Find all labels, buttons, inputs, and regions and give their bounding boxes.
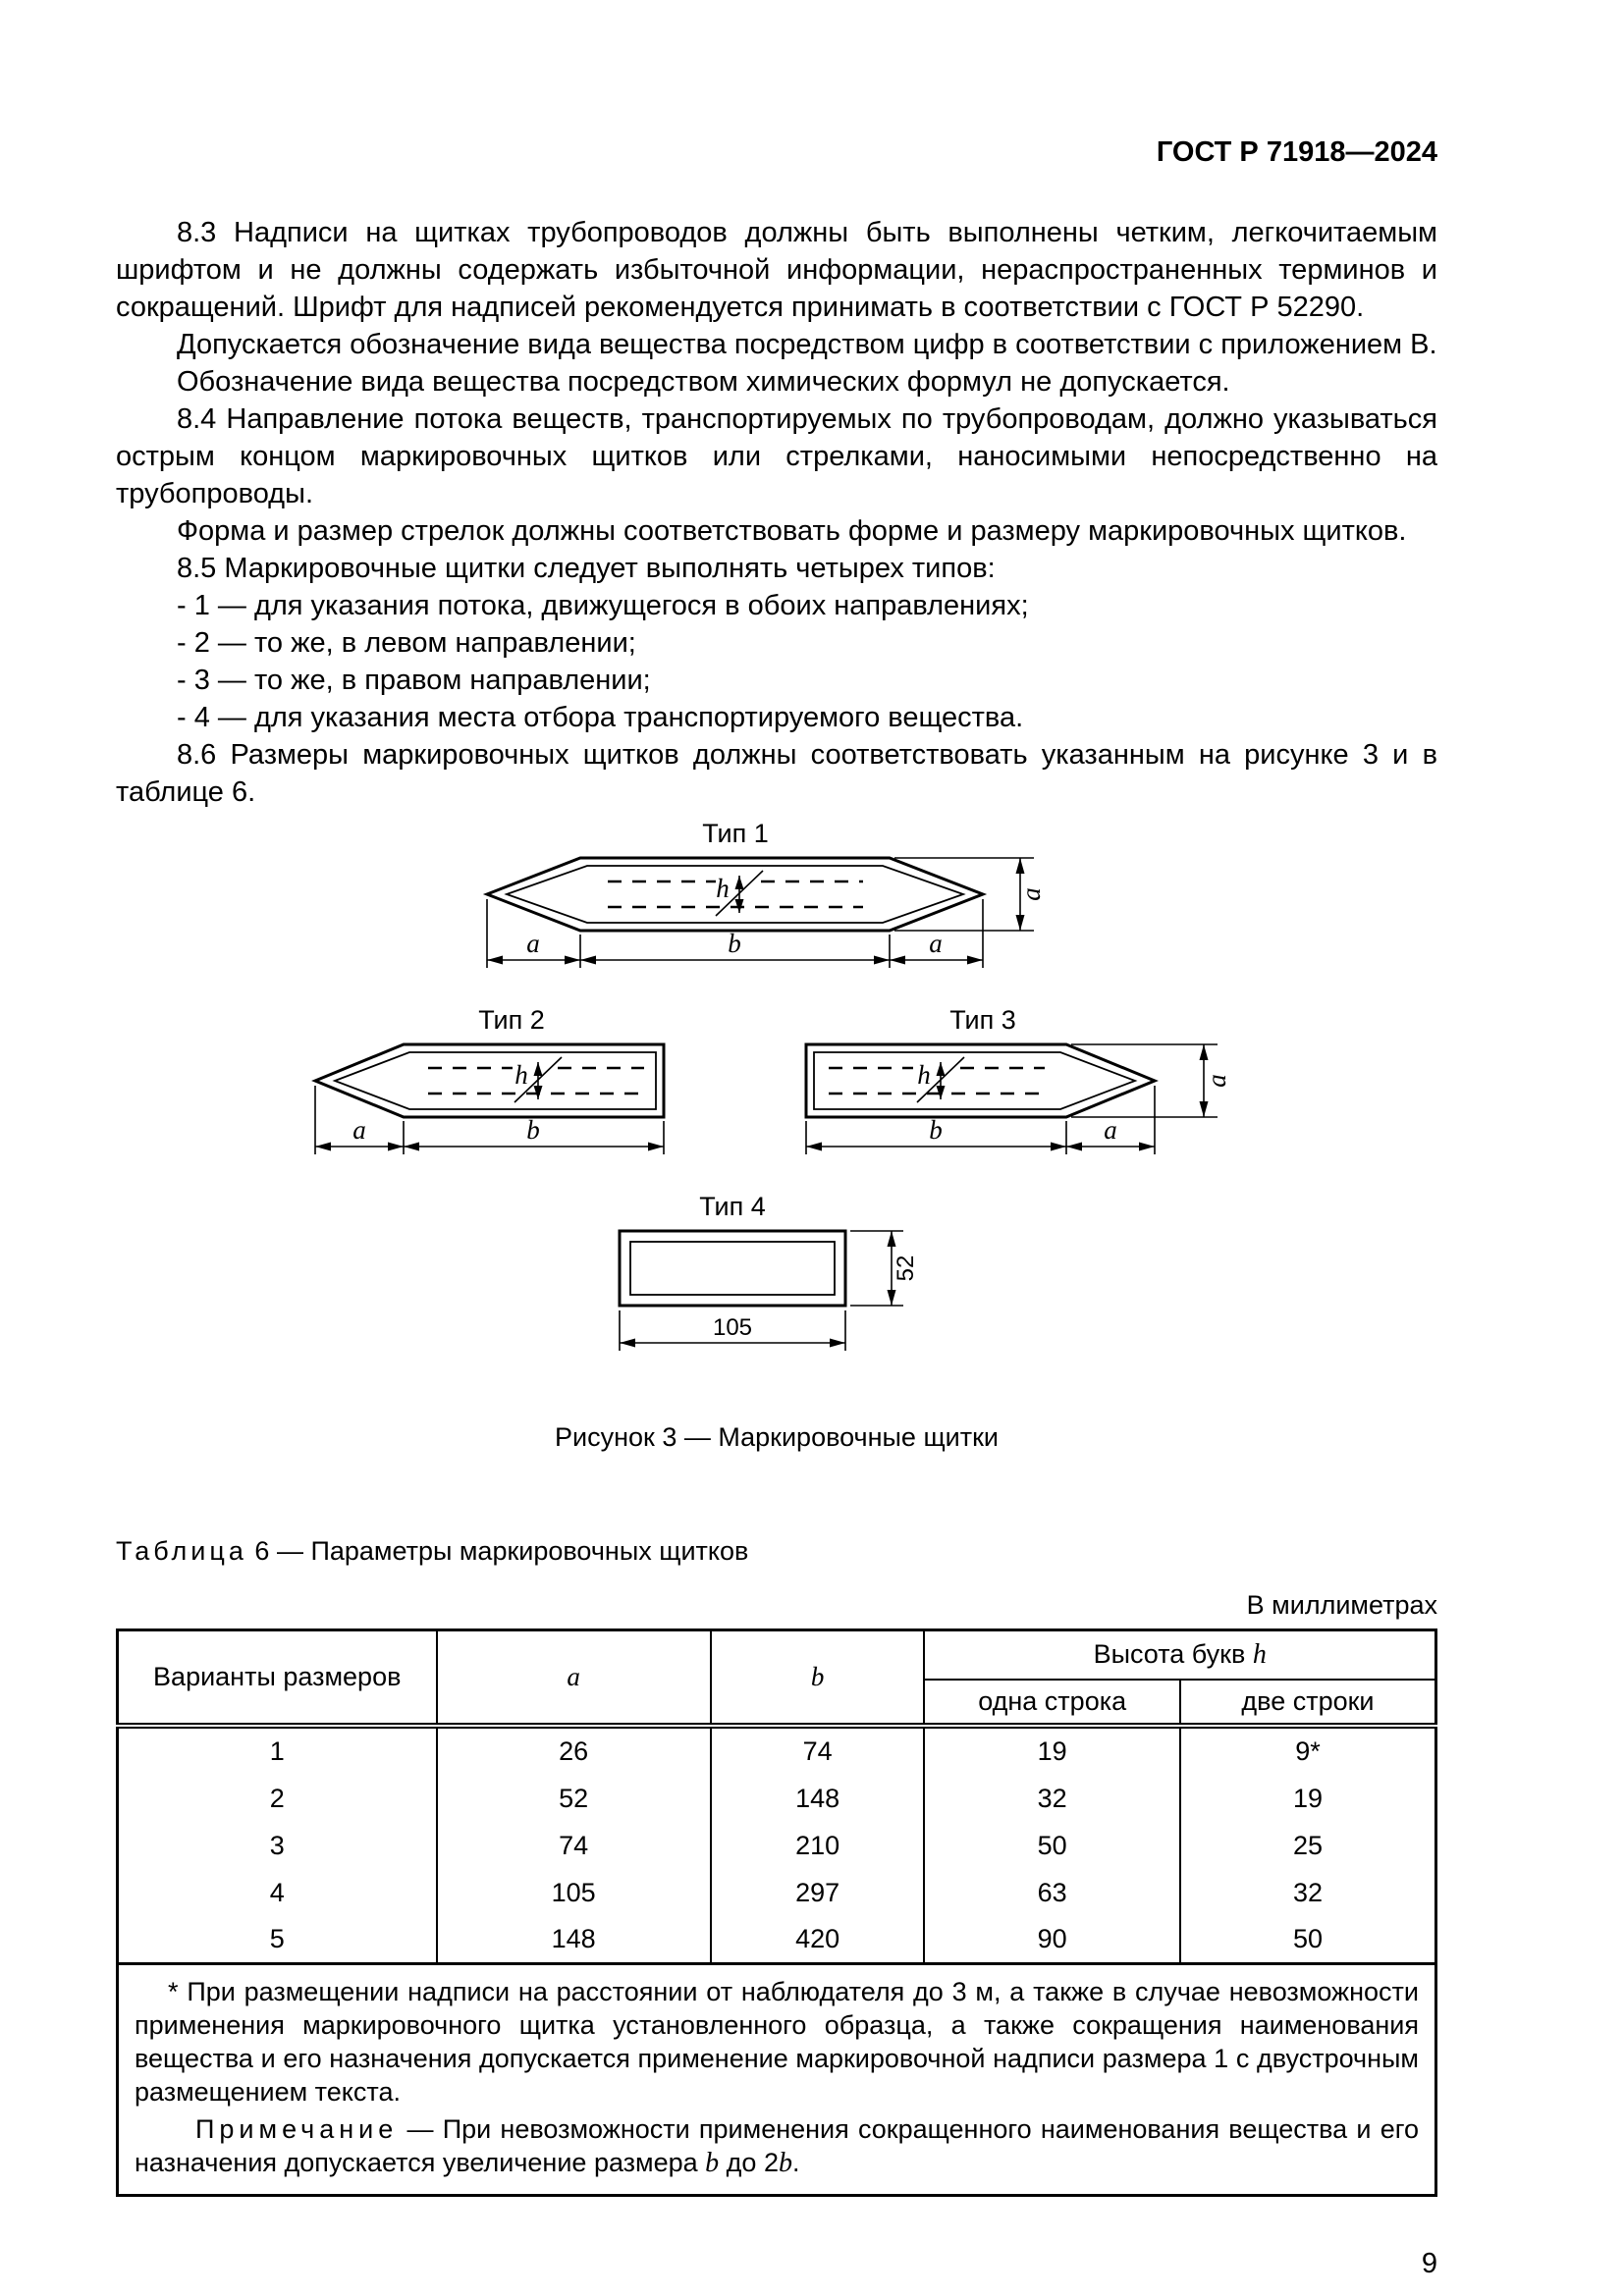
type1-plate [487, 858, 983, 931]
type4-bottom-dimension [620, 1310, 845, 1351]
cell-a: 148 [437, 1916, 711, 1964]
col-header-variants: Варианты размеров [118, 1630, 437, 1727]
col-header-one-line: одна строка [924, 1680, 1180, 1726]
note-text: до 2 [719, 2148, 779, 2177]
note-var-2b: b [778, 2148, 792, 2178]
table-row [118, 1726, 1436, 1775]
extension-lines [315, 1086, 664, 1154]
table-row [118, 1775, 1436, 1822]
cell-variant: 2 [118, 1775, 437, 1822]
page-content [116, 135, 1437, 2280]
cell-b: 210 [711, 1822, 925, 1869]
type3-bottom-dimensions [806, 1086, 1155, 1154]
figure-3 [116, 819, 1437, 1453]
table-row [118, 1822, 1436, 1869]
header-row-1 [118, 1630, 1436, 1681]
type1-label: Тип 1 [702, 819, 769, 848]
units-note: В миллиметрах [1246, 1590, 1437, 1620]
type1-drawing [482, 819, 1071, 986]
paragraph-8-6: 8.6 Размеры маркировочных щитков должны соответствовать указанным на рисунке 3 и в таблице 6. [116, 739, 1437, 808]
plate-inner-outline [630, 1242, 835, 1295]
dim-label-a: a [1104, 1115, 1117, 1145]
letter-height-label: Высота букв [1093, 1639, 1246, 1669]
dim-label-a: a [526, 929, 540, 958]
dim-label-105: 105 [712, 1314, 753, 1341]
type2-drawing [310, 1005, 693, 1172]
figure-row-type2-type3 [116, 1005, 1437, 1172]
cell-variant: 5 [118, 1916, 437, 1964]
plate-inner-outline [335, 1052, 656, 1109]
plate-outline [806, 1044, 1155, 1117]
table-body [118, 1726, 1436, 1964]
note-label: Примечание [195, 2114, 399, 2144]
dim-label-h: h [917, 1060, 931, 1090]
note-text: — При невозможности применения сокращенного наименования вещества и его назначения допускается увеличение размера [135, 2114, 1419, 2177]
cell-two-lines: 9* [1180, 1726, 1436, 1775]
type1-h-dimension [716, 871, 763, 916]
cell-a: 74 [437, 1822, 711, 1869]
paragraph-8-3: 8.3 Надписи на щитках трубопроводов должны быть выполнены четким, легкочитаемым шрифтом и не должны содержать избыточной информации, нераспространенных терминов и сокращений. Шрифт для надписей рекомендуется принимать в соответствии с ГОСТ Р 52290. [116, 217, 1437, 323]
type4-label: Тип 4 [699, 1192, 766, 1221]
page-number: 9 [1421, 2248, 1437, 2279]
letter-height-var: h [1252, 1639, 1267, 1670]
paragraph: Обозначение вида вещества посредством химических формул не допускается. [177, 366, 1230, 398]
type2-plate [315, 1044, 664, 1117]
type3-label: Тип 3 [949, 1005, 1016, 1035]
note-text: . [791, 2148, 800, 2177]
cell-two-lines: 32 [1180, 1869, 1436, 1916]
table-row [118, 1869, 1436, 1916]
cell-one-line: 63 [924, 1869, 1180, 1916]
paragraph: Форма и размер стрелок должны соответствовать форме и размеру маркировочных щитков. [177, 515, 1407, 547]
list-item: - 2 — то же, в левом направлении; [177, 627, 636, 659]
paragraph-8-4: 8.4 Направление потока веществ, транспортируемых по трубопроводам, должно указываться острым концом маркировочных щитков или стрелками, наносимыми непосредственно на трубопроводы. [116, 403, 1437, 509]
col-header-two-lines: две строки [1180, 1680, 1436, 1726]
plate-inner-outline [507, 866, 963, 923]
cell-b: 297 [711, 1869, 925, 1916]
table-footnote: * При размещении надписи на расстоянии от наблюдателя до 3 м, а также в случае невозможности применения маркировочного щитка установленного образца, а также сокращения наименования вещества и его назначения допускается применение маркировочной надписи размера 1 с двустрочным размещением текста. [135, 1977, 1419, 2107]
text-placeholder-dashes [829, 1068, 1045, 1094]
cell-one-line: 90 [924, 1916, 1180, 1964]
table-note [135, 2112, 1419, 2180]
table-title-number: 6 [254, 1536, 270, 1566]
cell-two-lines: 50 [1180, 1916, 1436, 1964]
type3-plate [806, 1044, 1155, 1117]
figure-row-type1 [116, 819, 1437, 986]
paragraph-8-5: 8.5 Маркировочные щитки следует выполнять четырех типов: [177, 553, 996, 584]
cell-b: 420 [711, 1916, 925, 1964]
list-item: - 4 — для указания места отбора транспортируемого вещества. [177, 702, 1024, 733]
table-row [118, 1916, 1436, 1964]
dim-label-h: h [716, 874, 730, 903]
figure-row-type4 [116, 1192, 1437, 1368]
type4-drawing [615, 1192, 939, 1368]
col-header-letter-height [924, 1630, 1435, 1681]
col-header-b: b [711, 1630, 925, 1727]
text-placeholder-dashes [608, 881, 863, 907]
cell-variant: 1 [118, 1726, 437, 1775]
type2-bottom-dimensions [315, 1086, 664, 1154]
dim-label-a: a [1202, 1074, 1231, 1088]
cell-one-line: 50 [924, 1822, 1180, 1869]
table-6 [116, 1629, 1437, 1965]
dim-label-b: b [526, 1115, 540, 1145]
plate-inner-outline [814, 1052, 1135, 1109]
plate-outline [315, 1044, 664, 1117]
dim-label-a: a [1016, 887, 1046, 901]
dim-label-b: b [929, 1115, 943, 1145]
cell-a: 26 [437, 1726, 711, 1775]
table-footnote-box [116, 1965, 1437, 2197]
note-var-b: b [705, 2148, 720, 2178]
cell-b: 148 [711, 1775, 925, 1822]
type4-side-dimension [850, 1231, 919, 1306]
list-item: - 1 — для указания потока, движущегося в обоих направлениях; [177, 590, 1029, 621]
table-header [118, 1630, 1436, 1727]
table-title-word: Таблица [116, 1536, 247, 1566]
table-title [116, 1536, 1437, 1567]
cell-a: 52 [437, 1775, 711, 1822]
cell-one-line: 32 [924, 1775, 1180, 1822]
type2-h-dimension [514, 1057, 562, 1102]
list-item: - 3 — то же, в правом направлении; [177, 665, 651, 696]
paragraph: Допускается обозначение вида вещества посредством цифр в соответствии с приложением В. [177, 329, 1437, 360]
type1-bottom-dimensions [487, 899, 983, 968]
standard-number-header: ГОСТ Р 71918—2024 [1156, 136, 1437, 168]
figure-caption: Рисунок 3 — Маркировочные щитки [554, 1422, 1000, 1452]
dim-label-a: a [352, 1115, 366, 1145]
cell-variant: 3 [118, 1822, 437, 1869]
dim-label-h: h [514, 1060, 528, 1090]
dim-label-b: b [728, 929, 741, 958]
cell-a: 105 [437, 1869, 711, 1916]
dim-label-a: a [929, 929, 943, 958]
cell-two-lines: 25 [1180, 1822, 1436, 1869]
type3-h-dimension [917, 1057, 964, 1102]
type2-label: Тип 2 [478, 1005, 545, 1035]
dim-label-52: 52 [893, 1255, 919, 1282]
cell-variant: 4 [118, 1869, 437, 1916]
plate-outline [487, 858, 983, 931]
col-header-a: a [437, 1630, 711, 1727]
extension-lines [806, 1086, 1155, 1154]
cell-one-line: 19 [924, 1726, 1180, 1775]
cell-b: 74 [711, 1726, 925, 1775]
table-title-rest: — Параметры маркировочных щитков [276, 1536, 749, 1566]
type4-plate [620, 1231, 845, 1306]
type3-drawing [801, 1005, 1243, 1172]
cell-two-lines: 19 [1180, 1775, 1436, 1822]
